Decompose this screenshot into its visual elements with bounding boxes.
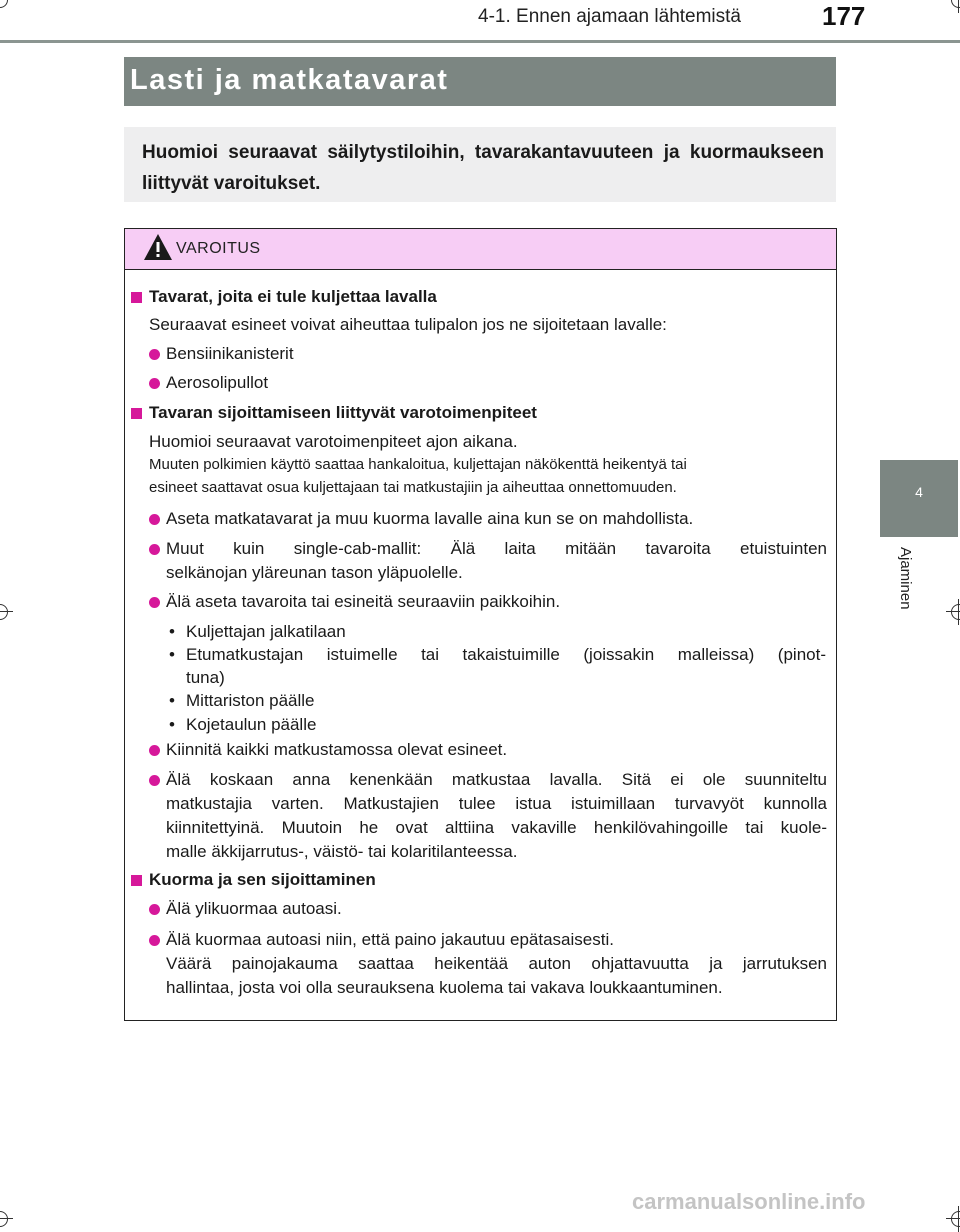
list-item-continuation: matkustajia varten. Matkustajien tulee istua istuimillaan turvavyöt kunnolla [166, 794, 827, 813]
header-section-title: 4-1. Ennen ajamaan lähtemistä [478, 6, 741, 27]
section-heading: Kuorma ja sen sijoittaminen [149, 870, 376, 889]
section-marker-square [131, 875, 142, 886]
sub-bullet: • [169, 715, 175, 734]
chapter-tab-number: 4 [915, 484, 923, 500]
paragraph: Huomioi seuraavat varotoimenpiteet ajon aikana. [149, 432, 518, 451]
bullet-dot [149, 935, 160, 946]
note-line: Muuten polkimien käyttö saattaa hankaloitua, kuljettajan näkökenttä heikentyä tai [149, 456, 687, 473]
list-item-continuation: kiinnitettyinä. Muutoin he ovat alttiina vakaville henkilövahingoille tai kuole- [166, 818, 827, 837]
section-heading: Tavarat, joita ei tule kuljettaa lavalla [149, 287, 437, 306]
warning-box [124, 228, 837, 1021]
page-title-bar [124, 57, 836, 106]
section-heading: Tavaran sijoittamiseen liittyvät varotoimenpiteet [149, 403, 537, 422]
sub-bullet: • [169, 645, 175, 664]
sub-list-item: Kojetaulun päälle [186, 715, 317, 734]
list-item: Älä koskaan anna kenenkään matkustaa lavalla. Sitä ei ole suunniteltu [166, 770, 827, 789]
list-item: Muut kuin single-cab-mallit: Älä laita mitään tavaroita etuistuinten [166, 539, 827, 558]
warning-content [125, 229, 836, 1020]
crop-mark-top-right [946, 0, 960, 13]
sub-bullet: • [169, 622, 175, 641]
sub-list-item-continuation: tuna) [186, 668, 225, 687]
list-item-continuation: selkänojan yläreunan tason yläpuolelle. [166, 563, 463, 582]
list-item-continuation: Väärä painojakauma saattaa heikentää auton ohjattavuutta ja jarrutuksen [166, 954, 827, 973]
sub-list-item: Kuljettajan jalkatilaan [186, 622, 346, 641]
bullet-dot [149, 904, 160, 915]
bullet-dot [149, 349, 160, 360]
bullet-dot [149, 745, 160, 756]
chapter-tab [880, 460, 958, 537]
section-marker-square [131, 408, 142, 419]
list-item: Älä kuormaa autoasi niin, että paino jakautuu epätasaisesti. [166, 930, 614, 949]
list-item: Aerosolipullot [166, 373, 269, 392]
list-item: Bensiinikanisterit [166, 344, 294, 363]
bullet-dot [149, 514, 160, 525]
sub-list-item: Etumatkustajan istuimelle tai takaistuimille (joissakin malleissa) (pinot- [186, 645, 826, 664]
chapter-label-text: Ajaminen [897, 547, 914, 610]
list-item: Älä ylikuormaa autoasi. [166, 899, 342, 918]
list-item-continuation: hallintaa, josta voi olla seurauksena kuolema tai vakava loukkaantuminen. [166, 978, 723, 997]
crop-mark-mid-left [0, 599, 13, 625]
bullet-dot [149, 544, 160, 555]
intro-text: Huomioi seuraavat säilytystiloihin, tavarakantavuuteen ja kuormaukseen liittyvät varoitukset. [142, 142, 824, 194]
sub-list-item: Mittariston päälle [186, 691, 315, 710]
list-item-continuation: malle äkkijarrutus-, väistö- tai kolaritilanteessa. [166, 842, 518, 861]
list-item: Älä aseta tavaroita tai esineitä seuraaviin paikkoihin. [166, 592, 561, 611]
crop-mark-bottom-right [946, 1206, 960, 1232]
bullet-dot [149, 775, 160, 786]
crop-mark-mid-right [946, 599, 960, 625]
bullet-dot [149, 597, 160, 608]
paragraph: Seuraavat esineet voivat aiheuttaa tulipalon jos ne sijoitetaan lavalle: [149, 315, 667, 334]
watermark: carmanualsonline.info [632, 1189, 866, 1214]
section-marker-square [131, 292, 142, 303]
list-item: Aseta matkatavarat ja muu kuorma lavalle aina kun se on mahdollista. [166, 509, 694, 528]
crop-mark-top-left [0, 0, 13, 13]
header-divider [0, 40, 960, 43]
list-item: Kiinnitä kaikki matkustamossa olevat esineet. [166, 740, 508, 759]
note-line: esineet saattavat osua kuljettajaan tai matkustajiin ja aiheuttaa onnettomuuden. [149, 479, 677, 496]
warning-title: VAROITUS [176, 240, 261, 257]
sub-bullet: • [169, 691, 175, 710]
intro-box [124, 127, 836, 202]
bullet-dot [149, 378, 160, 389]
chapter-label [894, 547, 934, 647]
page-title: Lasti ja matkatavarat [130, 64, 449, 96]
crop-mark-bottom-left [0, 1206, 13, 1232]
page-number: 177 [822, 1, 866, 31]
